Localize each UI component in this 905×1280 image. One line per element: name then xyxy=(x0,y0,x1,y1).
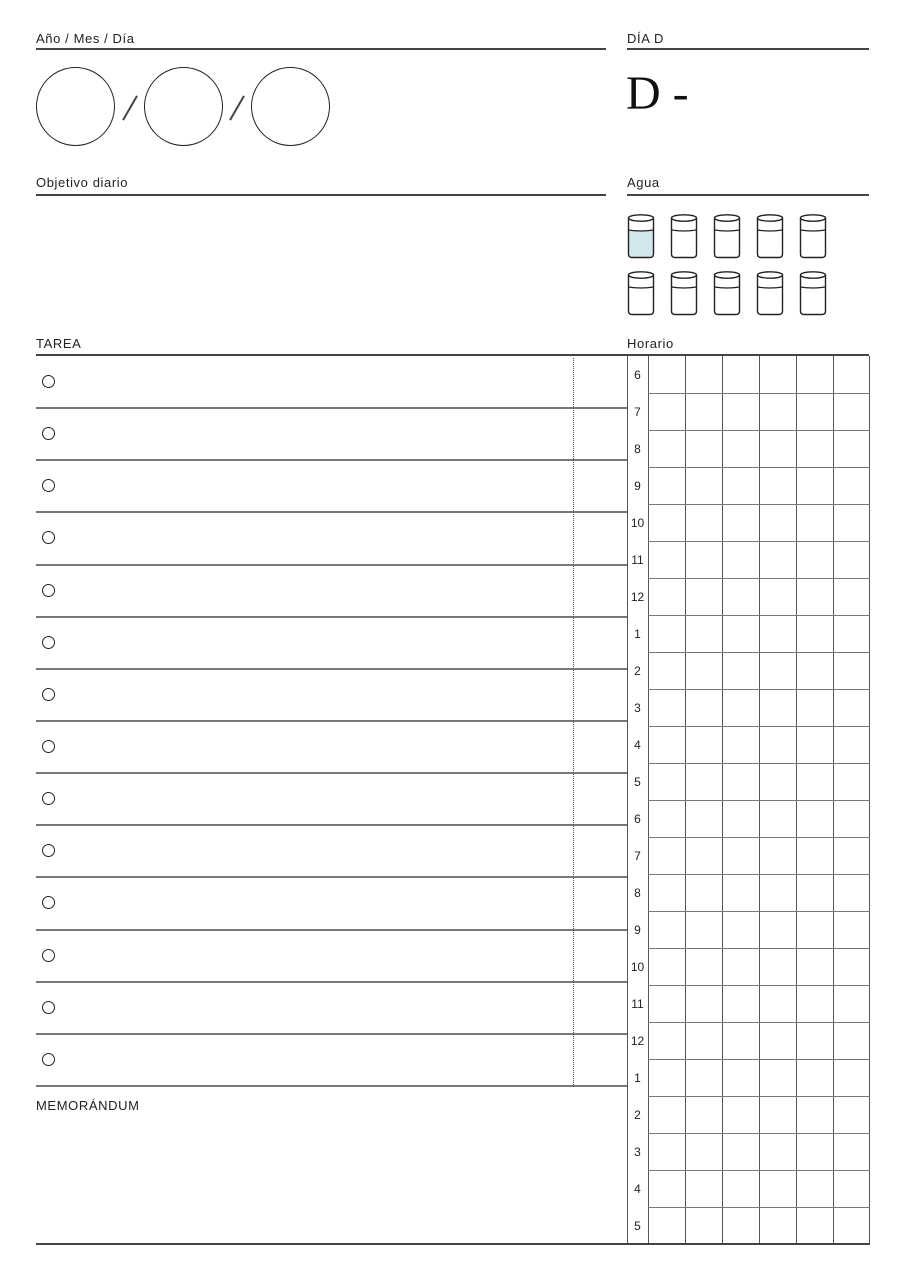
water-glass-icon[interactable] xyxy=(713,213,741,259)
tasks-label: TAREA xyxy=(36,336,82,351)
schedule-row-line xyxy=(648,1207,870,1208)
schedule-hour-label: 4 xyxy=(634,1182,641,1196)
task-checkbox[interactable] xyxy=(42,584,55,597)
task-checkbox[interactable] xyxy=(42,740,55,753)
schedule-hour-label: 11 xyxy=(631,553,644,567)
water-glass-icon[interactable] xyxy=(799,213,827,259)
schedule-hour-label: 4 xyxy=(634,738,641,752)
task-row[interactable] xyxy=(36,1034,627,1086)
task-checkbox[interactable] xyxy=(42,479,55,492)
schedule-row-line xyxy=(648,467,870,468)
task-row[interactable] xyxy=(36,825,627,877)
task-checkbox[interactable] xyxy=(42,844,55,857)
task-row[interactable] xyxy=(36,356,627,408)
schedule-hour-label: 2 xyxy=(634,664,641,678)
schedule-row-line xyxy=(648,1096,870,1097)
task-checkbox[interactable] xyxy=(42,531,55,544)
schedule-hour-label: 6 xyxy=(634,812,641,826)
task-row[interactable] xyxy=(36,460,627,512)
schedule-hour-label: 8 xyxy=(634,442,641,456)
task-row-divider xyxy=(36,1085,627,1087)
schedule-hour-label: 5 xyxy=(634,775,641,789)
schedule-hour-label: 12 xyxy=(630,590,645,604)
task-row[interactable] xyxy=(36,617,627,669)
schedule-row-line xyxy=(648,393,870,394)
day-circle[interactable] xyxy=(251,67,330,146)
schedule-row-line xyxy=(648,911,870,912)
date-separator xyxy=(122,95,138,120)
dday-value: D - xyxy=(626,67,689,120)
bottom-rule xyxy=(36,1243,870,1245)
schedule-row-line xyxy=(648,578,870,579)
schedule-row-line xyxy=(648,800,870,801)
task-row[interactable] xyxy=(36,877,627,929)
task-checkbox[interactable] xyxy=(42,375,55,388)
task-checkbox[interactable] xyxy=(42,1053,55,1066)
water-glass-icon[interactable] xyxy=(670,213,698,259)
schedule-hour-label: 2 xyxy=(634,1108,641,1122)
schedule-hour-label: 10 xyxy=(630,516,645,530)
task-checkbox[interactable] xyxy=(42,792,55,805)
schedule-row-line xyxy=(648,726,870,727)
schedule-hour-label: 11 xyxy=(631,997,644,1011)
schedule-row-line xyxy=(648,689,870,690)
schedule-hour-label: 7 xyxy=(634,849,641,863)
water-label: Agua xyxy=(627,175,660,190)
schedule-row-line xyxy=(648,837,870,838)
schedule-hour-label: 3 xyxy=(634,1145,641,1159)
memo-area[interactable] xyxy=(36,1118,622,1238)
schedule-row-line xyxy=(648,430,870,431)
schedule-row-line xyxy=(648,1022,870,1023)
schedule-hour-label: 8 xyxy=(634,886,641,900)
task-row[interactable] xyxy=(36,512,627,564)
water-glass-icon[interactable] xyxy=(627,270,655,316)
water-glass-icon[interactable] xyxy=(799,270,827,316)
task-divider xyxy=(573,358,574,1087)
task-row[interactable] xyxy=(36,408,627,460)
schedule-hour-label: 1 xyxy=(634,627,641,641)
schedule-hour-label: 6 xyxy=(634,368,641,382)
task-checkbox[interactable] xyxy=(42,636,55,649)
task-checkbox[interactable] xyxy=(42,427,55,440)
task-row[interactable] xyxy=(36,721,627,773)
schedule-row-line xyxy=(648,541,870,542)
goal-area[interactable] xyxy=(36,198,606,328)
schedule-hour-label: 5 xyxy=(634,1219,641,1233)
water-glass-icon[interactable] xyxy=(756,270,784,316)
goal-label: Objetivo diario xyxy=(36,175,129,190)
task-checkbox[interactable] xyxy=(42,896,55,909)
schedule-hour-label: 12 xyxy=(630,1034,645,1048)
schedule-row-line xyxy=(648,615,870,616)
month-circle[interactable] xyxy=(144,67,223,146)
schedule-row-line xyxy=(648,874,870,875)
task-checkbox[interactable] xyxy=(42,949,55,962)
schedule-row-line xyxy=(648,985,870,986)
schedule-grid xyxy=(627,356,870,1244)
schedule-hour-label: 9 xyxy=(634,479,641,493)
task-row[interactable] xyxy=(36,773,627,825)
water-glass-icon[interactable] xyxy=(627,213,655,259)
goal-rule xyxy=(36,194,606,196)
task-checkbox[interactable] xyxy=(42,688,55,701)
schedule-row-line xyxy=(648,763,870,764)
date-rule xyxy=(36,48,606,50)
dday-rule xyxy=(627,48,869,50)
water-glass-icon[interactable] xyxy=(713,270,741,316)
schedule-hour-label: 3 xyxy=(634,701,641,715)
task-checkbox[interactable] xyxy=(42,1001,55,1014)
dday-label: DÍA D xyxy=(627,31,664,46)
memo-label: MEMORÁNDUM xyxy=(36,1098,140,1113)
task-row[interactable] xyxy=(36,930,627,982)
date-separator xyxy=(229,95,245,120)
schedule-row-line xyxy=(648,504,870,505)
water-glass-icon[interactable] xyxy=(670,270,698,316)
water-rule xyxy=(627,194,869,196)
schedule-hour-label: 7 xyxy=(634,405,641,419)
schedule-row-line xyxy=(648,1059,870,1060)
water-glass-icon[interactable] xyxy=(756,213,784,259)
task-row[interactable] xyxy=(36,669,627,721)
schedule-row-line xyxy=(648,652,870,653)
schedule-row-line xyxy=(648,1133,870,1134)
schedule-hour-label: 9 xyxy=(634,923,641,937)
task-row[interactable] xyxy=(36,565,627,617)
task-row[interactable] xyxy=(36,982,627,1034)
schedule-hour-label: 1 xyxy=(634,1071,641,1085)
schedule-row-line xyxy=(648,1170,870,1171)
year-circle[interactable] xyxy=(36,67,115,146)
schedule-row-line xyxy=(648,948,870,949)
schedule-hour-label: 10 xyxy=(630,960,645,974)
date-label: Año / Mes / Día xyxy=(36,31,135,46)
schedule-label: Horario xyxy=(627,336,674,351)
